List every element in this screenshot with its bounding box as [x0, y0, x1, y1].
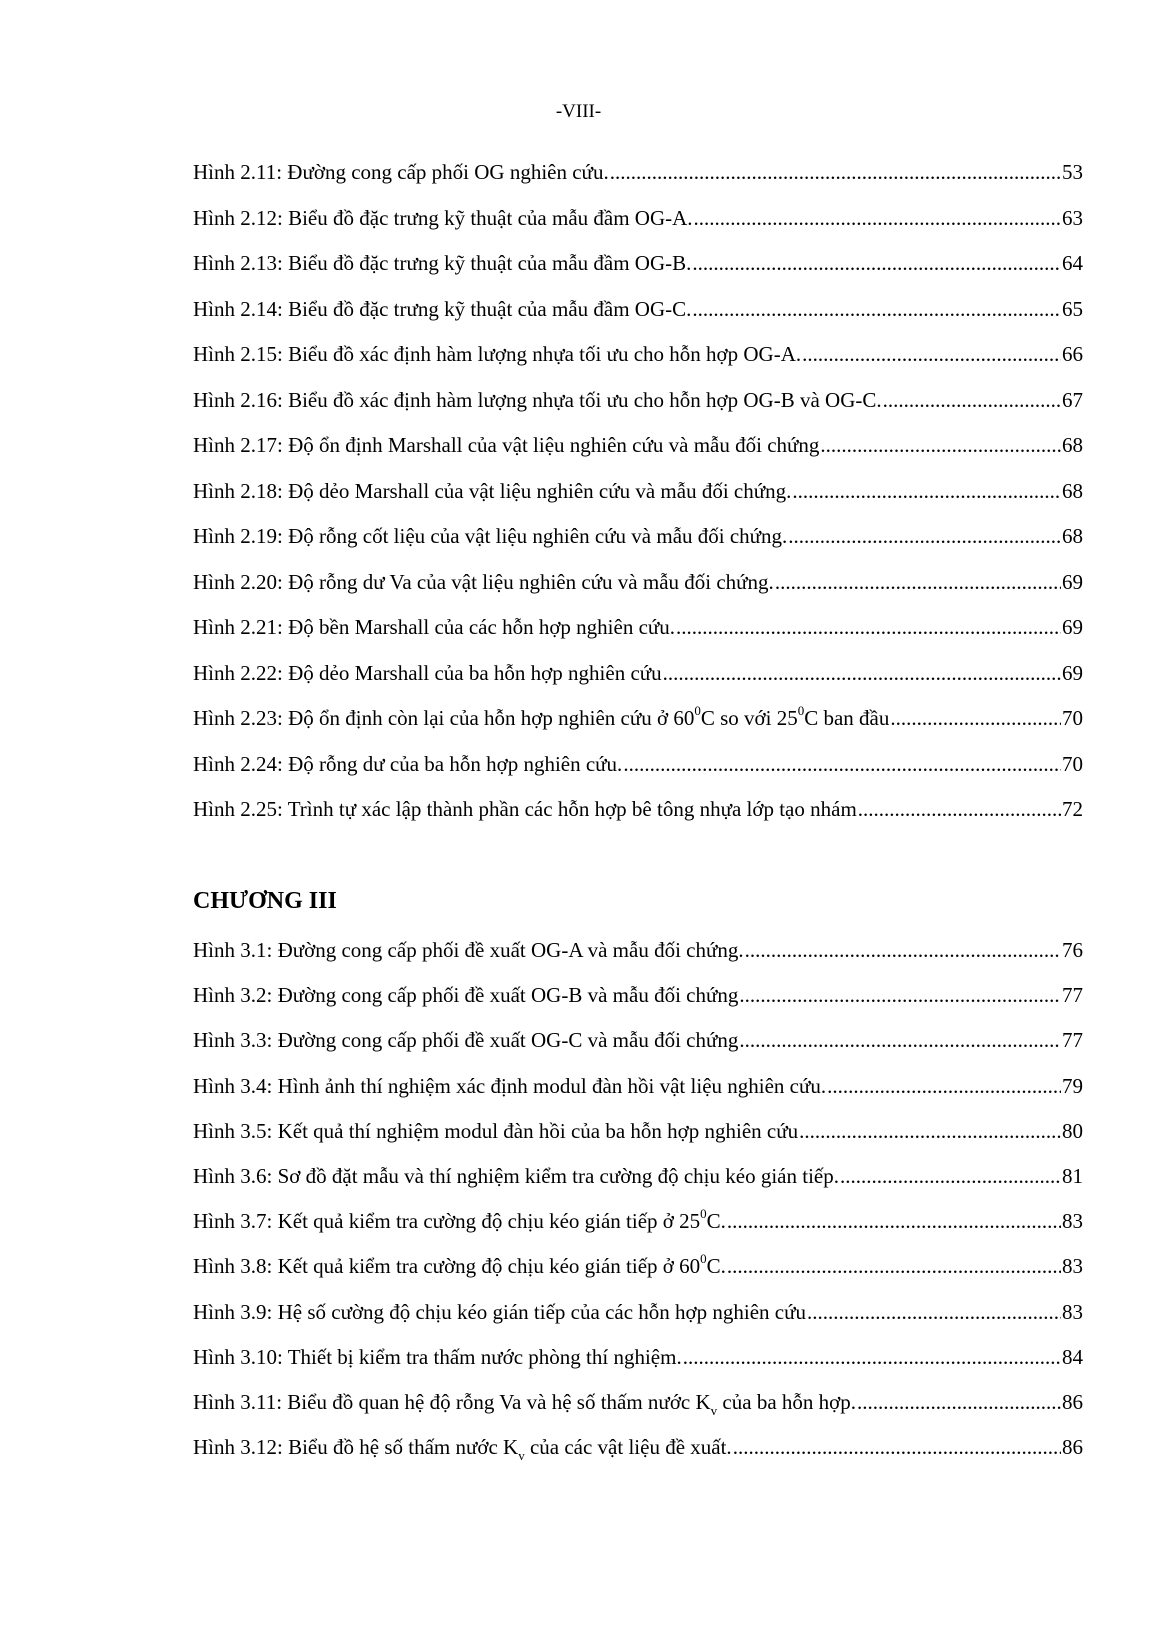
toc-entry-page: 68 [1062, 433, 1083, 457]
dot-leader [788, 522, 1061, 550]
toc-entry[interactable] [193, 936, 1083, 981]
toc-entry-page: 63 [1062, 205, 1083, 230]
toc-entry-label [193, 704, 889, 732]
label-part: Hình 3.7: Kết quả kiểm tra cường độ chịu kéo gián tiếp ở 25 [193, 1209, 701, 1234]
toc-entry-page: 79 [1062, 1073, 1083, 1098]
dot-leader [840, 1162, 1061, 1190]
toc-entry-label: Hình 2.13: Biểu đồ đặc trưng kỹ thuật của mẫu đầm OG-B. [193, 251, 692, 275]
toc-entry[interactable] [193, 1207, 1083, 1252]
dot-leader [857, 1388, 1061, 1416]
dot-leader [745, 936, 1061, 964]
toc-entry-label: Hình 2.18: Độ dẻo Marshall của vật liệu nghiên cứu và mẫu đối chứng. [193, 478, 792, 503]
toc-entry[interactable] [193, 704, 1083, 750]
label-part: Hình 3.11: Biểu đồ quan hệ độ rỗng Va và hệ số thấm nước K [193, 1389, 711, 1414]
toc-entry-page: 69 [1062, 569, 1083, 594]
toc-entry-label: Hình 2.19: Độ rỗng cốt liệu của vật liệu nghiên cứu và mẫu đối chứng. [193, 524, 788, 548]
toc-entry[interactable] [193, 750, 1083, 796]
toc-entry[interactable] [193, 981, 1083, 1026]
dot-leader [692, 295, 1061, 323]
chapter-heading: CHƯƠNG III [193, 888, 337, 914]
toc-entry-page: 53 [1062, 160, 1083, 184]
toc-entry-page: 81 [1062, 1163, 1083, 1188]
toc-entry-page: 80 [1062, 1118, 1083, 1143]
toc-entry-label: Hình 3.10: Thiết bị kiểm tra thấm nước phòng thí nghiệm. [193, 1344, 682, 1369]
toc-entry-label: Hình 3.3: Đường cong cấp phối đề xuất OG-C và mẫu đối chứng [193, 1028, 739, 1053]
toc-entry-label: Hình 2.21: Độ bền Marshall của các hỗn hợp nghiên cứu. [193, 615, 676, 639]
toc-entry-label [193, 1207, 726, 1235]
toc-entry[interactable] [193, 204, 1083, 250]
toc-entry-label [193, 1433, 732, 1464]
dot-leader [827, 1072, 1061, 1100]
dot-leader [623, 750, 1061, 778]
toc-entry-label: Hình 3.2: Đường cong cấp phối đề xuất OG-B và mẫu đối chứng [193, 983, 739, 1008]
toc-entry-label: Hình 3.6: Sơ đồ đặt mẫu và thí nghiệm kiểm tra cường độ chịu kéo gián tiếp. [193, 1163, 839, 1188]
dot-leader [727, 1252, 1061, 1280]
toc-entry[interactable] [193, 1252, 1083, 1297]
toc-entry-page: 77 [1062, 983, 1083, 1008]
subscript: v [710, 1403, 718, 1419]
label-part: C so với 25 [700, 706, 798, 730]
toc-entry-page: 70 [1062, 751, 1083, 776]
dot-leader [775, 568, 1061, 596]
toc-entry-label: Hình 2.25: Trình tự xác lập thành phần các hỗn hợp bê tông nhựa lớp tạo nhám [193, 797, 857, 821]
toc-entry-page: 67 [1062, 387, 1083, 412]
toc-entry[interactable] [193, 659, 1083, 705]
label-part: Hình 3.8: Kết quả kiểm tra cường độ chịu kéo gián tiếp ở 60 [193, 1254, 701, 1279]
toc-entry[interactable] [193, 795, 1083, 841]
toc-entry[interactable] [193, 295, 1083, 341]
superscript: 0 [797, 703, 805, 718]
dot-leader [739, 1026, 1061, 1054]
toc-entry-page: 70 [1062, 706, 1083, 730]
toc-entry-page: 83 [1062, 1254, 1083, 1279]
toc-entry[interactable] [193, 1117, 1083, 1162]
toc-entry-page: 72 [1062, 797, 1083, 821]
dot-leader [820, 431, 1061, 459]
toc-entry[interactable] [193, 340, 1083, 386]
toc-entry-page: 83 [1062, 1299, 1083, 1324]
toc-entry[interactable] [193, 431, 1083, 477]
dot-leader [692, 249, 1061, 277]
toc-entry-page: 84 [1062, 1344, 1083, 1369]
toc-entry-label [193, 1388, 856, 1419]
toc-entry-label: Hình 2.24: Độ rỗng dư của ba hỗn hợp nghiên cứu. [193, 751, 623, 776]
toc-entry-label: Hình 2.16: Biểu đồ xác định hàm lượng nhựa tối ưu cho hỗn hợp OG-B và OG-C. [193, 387, 882, 412]
toc-entry-label: Hình 2.20: Độ rỗng dư Va của vật liệu nghiên cứu và mẫu đối chứng. [193, 569, 774, 594]
dot-leader [663, 659, 1061, 687]
dot-leader [610, 158, 1061, 186]
toc-entry-label: Hình 2.15: Biểu đồ xác định hàm lượng nhựa tối ưu cho hỗn hợp OG-A. [193, 342, 802, 366]
toc-entry-label: Hình 2.14: Biểu đồ đặc trưng kỹ thuật của mẫu đầm OG-C. [193, 296, 692, 321]
dot-leader [890, 704, 1061, 732]
toc-entry-label: Hình 2.11: Đường cong cấp phối OG nghiên cứu. [193, 160, 609, 184]
toc-entry-page: 64 [1062, 251, 1083, 275]
subscript: v [518, 1448, 525, 1464]
dot-leader [807, 1298, 1061, 1326]
superscript: 0 [694, 703, 701, 718]
dot-leader [858, 795, 1061, 823]
toc-entry-label [193, 1252, 726, 1280]
toc-entry-page: 69 [1062, 660, 1083, 685]
toc-list-chapter-3 [193, 936, 1083, 1478]
toc-entry[interactable] [193, 386, 1083, 432]
toc-entry-label: Hình 2.12: Biểu đồ đặc trưng kỹ thuật của mẫu đầm OG-A. [193, 205, 693, 230]
toc-entry[interactable] [193, 249, 1083, 295]
toc-entry-label: Hình 3.4: Hình ảnh thí nghiệm xác định modul đàn hồi vật liệu nghiên cứu. [193, 1073, 827, 1098]
toc-entry-label: Hình 2.22: Độ dẻo Marshall của ba hỗn hợp nghiên cứu [193, 660, 662, 685]
toc-list-chapter-2 [193, 158, 1083, 841]
label-part: của ba hỗn hợp. [717, 1389, 856, 1414]
dot-leader [683, 1343, 1061, 1371]
toc-entry-page: 77 [1062, 1028, 1083, 1053]
dot-leader [792, 477, 1061, 505]
toc-entry-page: 66 [1062, 342, 1083, 366]
toc-entry[interactable] [193, 522, 1083, 568]
toc-entry-page: 69 [1062, 615, 1083, 639]
dot-leader [799, 1117, 1061, 1145]
dot-leader [802, 340, 1061, 368]
page-number: -VIII- [555, 101, 602, 122]
toc-entry[interactable] [193, 568, 1083, 614]
toc-entry-page: 68 [1062, 478, 1083, 503]
toc-entry[interactable] [193, 1343, 1083, 1388]
toc-entry[interactable] [193, 1298, 1083, 1343]
toc-entry[interactable] [193, 158, 1083, 204]
dot-leader [883, 386, 1061, 414]
toc-entry-label: Hình 3.5: Kết quả thí nghiệm modul đàn hồi của ba hỗn hợp nghiên cứu [193, 1118, 799, 1143]
toc-entry-label: Hình 3.9: Hệ số cường độ chịu kéo gián tiếp của các hỗn hợp nghiên cứu [193, 1299, 806, 1324]
toc-entry-label: Hình 3.1: Đường cong cấp phối đề xuất OG-A và mẫu đối chứng. [193, 938, 744, 962]
toc-entry[interactable] [193, 613, 1083, 659]
dot-leader [694, 204, 1061, 232]
toc-entry-page: 68 [1062, 524, 1083, 548]
toc-entry[interactable] [193, 1433, 1083, 1478]
toc-entry[interactable] [193, 477, 1083, 523]
dot-leader [733, 1433, 1061, 1461]
toc-entry-page: 65 [1062, 296, 1083, 321]
toc-entry[interactable] [193, 1072, 1083, 1117]
toc-entry-page: 76 [1062, 938, 1083, 962]
superscript: 0 [700, 1206, 707, 1222]
label-part: C. [706, 1254, 726, 1279]
toc-entry-page: 86 [1062, 1435, 1083, 1460]
toc-entry-page: 83 [1062, 1209, 1083, 1234]
toc-entry[interactable] [193, 1162, 1083, 1207]
label-part: C ban đầu [804, 706, 890, 730]
label-part: Hình 3.12: Biểu đồ hệ số thấm nước K [193, 1435, 519, 1460]
label-part: của các vật liệu đề xuất. [524, 1435, 732, 1460]
label-part: Hình 2.23: Độ ổn định còn lại của hỗn hợp nghiên cứu ở 60 [193, 706, 695, 730]
dot-leader [727, 1207, 1061, 1235]
toc-entry-page: 86 [1062, 1389, 1083, 1414]
superscript: 0 [700, 1251, 707, 1267]
dot-leader [739, 981, 1061, 1009]
toc-entry-label: Hình 2.17: Độ ổn định Marshall của vật liệu nghiên cứu và mẫu đối chứng [193, 433, 820, 457]
toc-entry[interactable] [193, 1026, 1083, 1071]
label-part: C. [706, 1209, 726, 1234]
toc-entry[interactable] [193, 1388, 1083, 1433]
dot-leader [676, 613, 1061, 641]
